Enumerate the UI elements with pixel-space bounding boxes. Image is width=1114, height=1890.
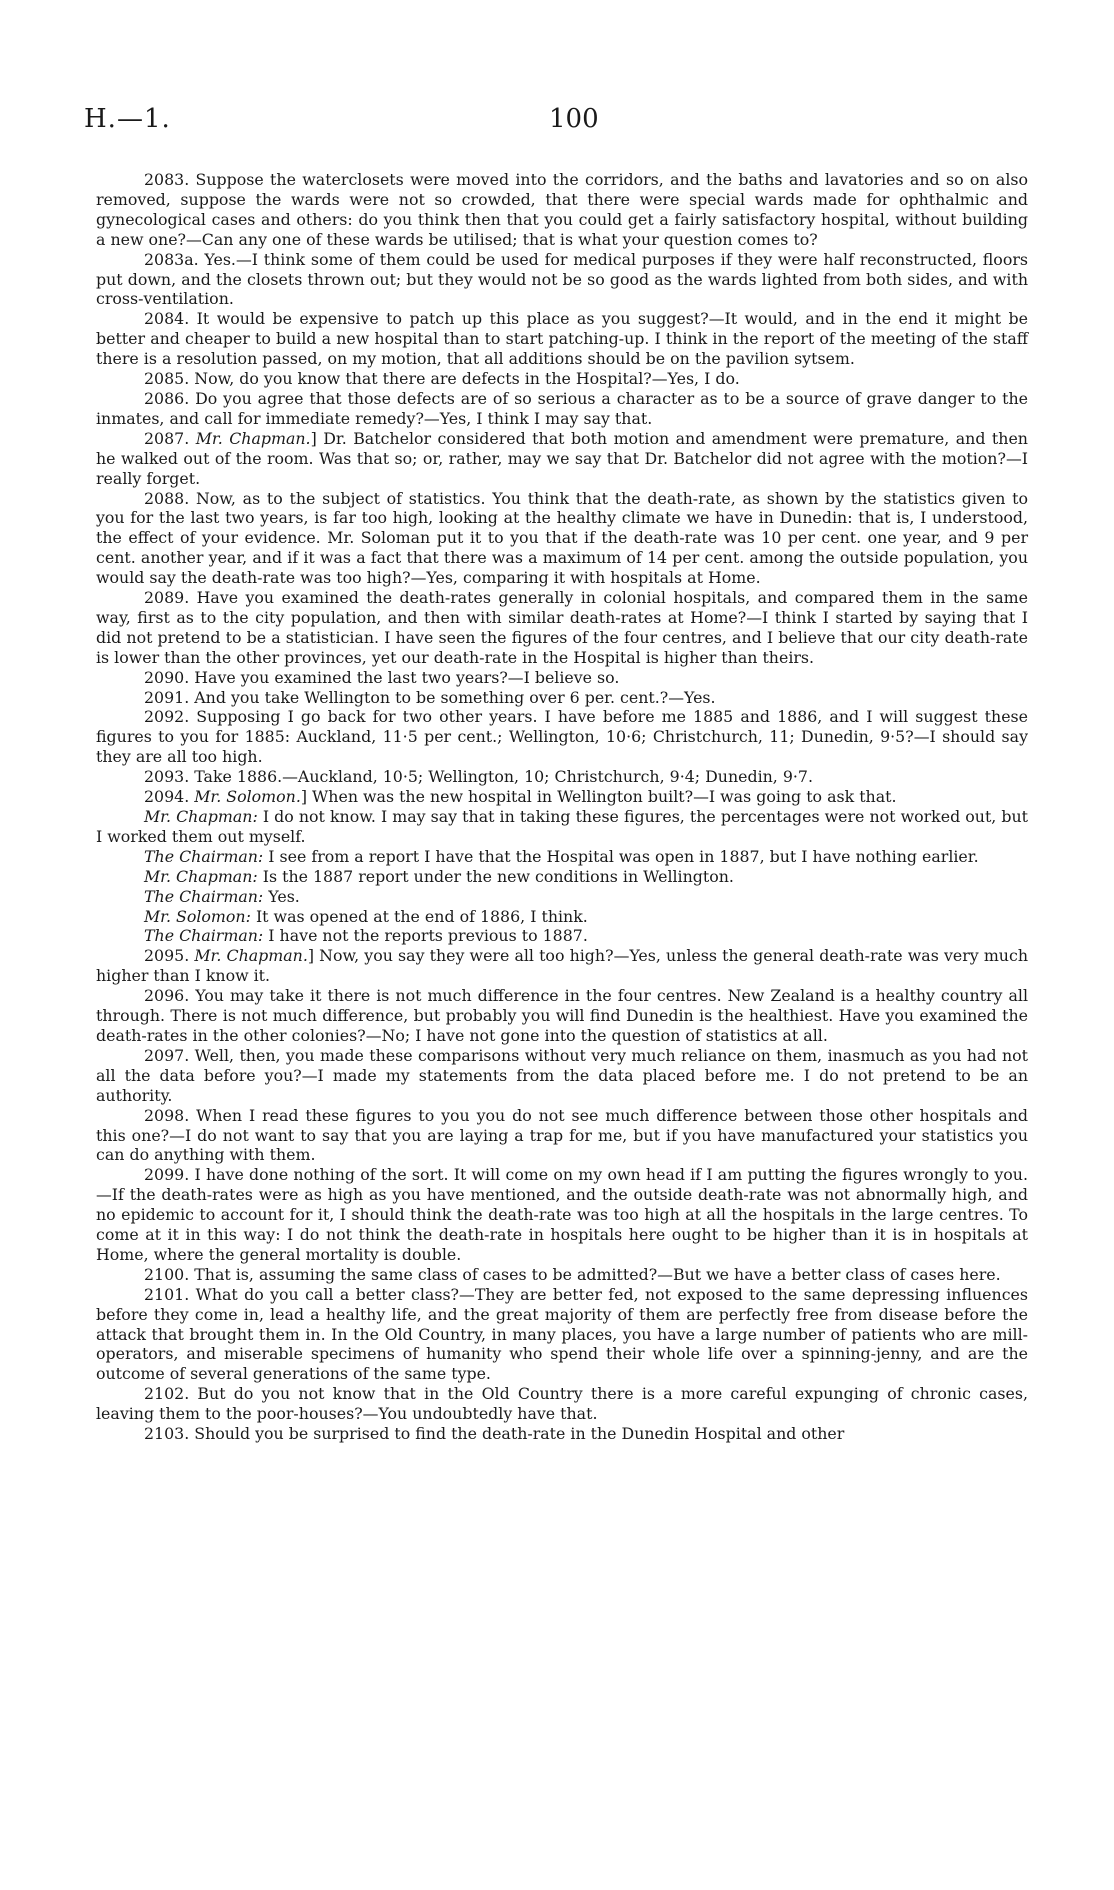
- evidence-paragraph: [96, 946, 1028, 986]
- paragraph-text: 2098. When I read these figures to you you do not see much difference between those other hospitals and this one?—I do not want to say that you are laying a trap for me, but if you have manufactured your statistics you can do anything with them.: [96, 1105, 1028, 1165]
- paragraph-text: 2100. That is, assuming the same class of cases to be admitted?—But we have a better class of cases here.: [144, 1264, 1001, 1284]
- paragraph-text: 2092. Supposing I go back for two other years. I have before me 1885 and 1886, and I will suggest these figures to you for 1885: Auckland, 11·5 per cent.; Wellington, 10·6; Christchurch, 11; Dunedin, 9·5?—I should say they are all too high.: [96, 707, 1028, 767]
- evidence-paragraph: [96, 986, 1028, 1046]
- speaker-name: Mr. Solomon:: [144, 906, 251, 926]
- speaker-name: Mr. Chapman.: [195, 428, 311, 448]
- speaker-name: The Chairman:: [144, 846, 264, 866]
- evidence-paragraph: [96, 489, 1028, 589]
- evidence-paragraph: [96, 250, 1028, 310]
- evidence-paragraph: [96, 170, 1028, 250]
- evidence-paragraph: [96, 767, 1028, 787]
- evidence-paragraph: [96, 1165, 1028, 1265]
- paragraph-text: ] Now, you say they were all too high?—Yes, unless the general death-rate was very much higher than I know it.: [96, 946, 1028, 986]
- evidence-paragraph: [96, 309, 1028, 369]
- evidence-paragraph: [96, 1046, 1028, 1106]
- speaker-name: The Chairman:: [144, 886, 264, 906]
- evidence-paragraph: [96, 429, 1028, 489]
- evidence-paragraph: [96, 668, 1028, 688]
- paragraph-text: Yes.: [263, 886, 300, 906]
- paragraph-text: 2083. Suppose the waterclosets were moved into the corridors, and the baths and lavatories and so on also removed, suppose the wards were not so crowded, that there were special wards made for ophthalmic and gynecological cases and others: do you think then that you could get a fairly satisfactory hospital, without building a new one?—Can any one of these wards be utilised; that is what your question comes to?: [96, 170, 1028, 249]
- evidence-paragraph: [96, 907, 1028, 927]
- paragraph-text: 2091. And you take Wellington to be something over 6 per. cent.?—Yes.: [144, 687, 716, 707]
- paragraph-text: 2097. Well, then, you made these comparisons without very much reliance on them, inasmuch as you had not all the data before you?—I made my statements from the data placed before me. I do not pretend to be an authority.: [96, 1045, 1028, 1105]
- paragraph-text: ] Dr. Batchelor considered that both motion and amendment were premature, and then he walked out of the room. Was that so; or, rather, may we say that Dr. Batchelor did not agree with the motion?—I really forget.: [96, 428, 1028, 488]
- paragraph-text: 2086. Do you agree that those defects are of so serious a character as to be a source of grave danger to the inmates, and call for immediate remedy?—Yes, I think I may say that.: [96, 388, 1028, 428]
- paragraph-text: 2085. Now, do you know that there are defects in the Hospital?—Yes, I do.: [144, 369, 740, 389]
- paragraph-text: 2088. Now, as to the subject of statistics. You think that the death-rate, as shown by the statistics given to you for the last two years, is far too high, looking at the healthy climate we have in Dunedin: that is, I understood, the effect of your evidence. Mr. Soloman put it to you that if the death-rate was 10 per cent. one year, and 9 per cent. another year, and if it was a fact that there was a maximum of 14 per cent. among the outside population, you would say the death-rate was too high?—Yes, comparing it with hospitals at Home.: [96, 488, 1028, 588]
- paragraph-text: I see from a report I have that the Hospital was open in 1887, but I have nothing earlier.: [263, 846, 979, 866]
- paragraph-text: 2099. I have done nothing of the sort. It will come on my own head if I am putting the figures wrongly to you.—If the death-rates were as high as you have mentioned, and the outside death-rate was not abnormally high, and no epidemic to account for it, I should think the death-rate was too high at all the hospitals in the large centres. To come at it in this way: I do not think the death-rate in hospitals here ought to be higher than it is in hospitals at Home, where the general mortality is double.: [96, 1165, 1028, 1264]
- paragraph-text: 2083a. Yes.—I think some of them could be used for medical purposes if they were half reconstructed, floors put down, and the closets thrown out; but they would not be so good as the wards lighted from both sides, and with cross-ventilation.: [96, 249, 1028, 309]
- evidence-paragraph: [96, 787, 1028, 807]
- paragraph-text: I have not the reports previous to 1887.: [263, 926, 588, 946]
- speaker-name: Mr. Chapman.: [194, 946, 308, 966]
- paragraph-text: 2096. You may take it there is not much difference in the four centres. New Zealand is a healthy country all through. There is not much difference, but probably you will find Dunedin is the healthiest. Have you examined the death-rates in the other colonies?—No; I have not gone into the question of statistics at all.: [96, 986, 1028, 1045]
- page-number: 100: [549, 104, 599, 134]
- paragraph-text: It was opened at the end of 1886, I think.: [250, 906, 588, 926]
- question-number: 2095.: [144, 946, 195, 966]
- paragraph-text: 2089. Have you examined the death-rates generally in colonial hospitals, and compared them in the same way, first as to the city population, and then with similar death-rates at Home?—I think I started by saying that I did not pretend to be a statistician. I have seen the figures of the four centres, and I believe that our city death-rate is lower than the other provinces, yet our death-rate in the Hospital is higher than theirs.: [96, 588, 1028, 667]
- evidence-paragraph: [96, 1384, 1028, 1424]
- evidence-paragraph: [96, 1424, 1028, 1444]
- paragraph-text: 2090. Have you examined the last two years?—I believe so.: [144, 667, 620, 687]
- speaker-name: Mr. Chapman:: [144, 866, 258, 886]
- evidence-paragraph: [96, 588, 1028, 668]
- paragraph-text: I do not know. I may say that in taking these figures, the percentages were not worked out, but I worked them out myself.: [96, 807, 1029, 846]
- evidence-paragraph: [96, 1265, 1028, 1285]
- paragraph-text: 2103. Should you be surprised to find the death-rate in the Dunedin Hospital and other: [144, 1424, 845, 1444]
- evidence-paragraph: [96, 867, 1028, 887]
- speaker-name: Mr. Chapman:: [144, 807, 258, 826]
- speaker-name: Mr. Solomon.: [194, 787, 301, 807]
- evidence-paragraph: [96, 369, 1028, 389]
- evidence-paragraph: [96, 847, 1028, 867]
- paragraph-text: 2102. But do you not know that in the Old Country there is a more careful expunging of chronic cases, leaving them to the poor-houses?—You undoubtedly have that.: [96, 1384, 1028, 1424]
- evidence-paragraph: [96, 707, 1028, 767]
- evidence-paragraph: [96, 389, 1028, 429]
- paragraph-text: 2093. Take 1886.—Auckland, 10·5; Wellington, 10; Christchurch, 9·4; Dunedin, 9·7.: [144, 767, 813, 787]
- evidence-paragraph: [96, 1106, 1028, 1166]
- question-number: 2094.: [144, 787, 195, 807]
- series-label: H.—1.: [84, 104, 171, 134]
- evidence-paragraph: [96, 688, 1028, 708]
- paragraph-text: 2084. It would be expensive to patch up this place as you suggest?—It would, and in the end it might be better and cheaper to build a new hospital than to start patching-up. I think in the report of the meeting of the staff there is a resolution passed, on my motion, that all additions should be on the pavilion sytsem.: [96, 309, 1028, 369]
- page-header: [84, 104, 1024, 144]
- evidence-paragraph: [96, 887, 1028, 907]
- evidence-paragraph: [96, 1285, 1028, 1385]
- paragraph-text: ] When was the new hospital in Wellington built?—I was going to ask that.: [300, 787, 897, 807]
- document-body: [96, 170, 1028, 1444]
- evidence-paragraph: [96, 807, 1028, 847]
- speaker-name: The Chairman:: [144, 926, 264, 946]
- question-number: 2087.: [144, 428, 196, 448]
- paragraph-text: Is the 1887 report under the new conditions in Wellington.: [257, 866, 734, 886]
- paragraph-text: 2101. What do you call a better class?—They are better fed, not exposed to the same depressing influences before they come in, lead a healthy life, and the great majority of them are perfectly free from disease before the attack that brought them in. In the Old Country, in many places, you have a large number of patients who are mill-operators, and miserable specimens of humanity who spend their whole life over a spinning-jenny, and are the outcome of several generations of the same type.: [96, 1284, 1028, 1384]
- evidence-paragraph: [96, 926, 1028, 946]
